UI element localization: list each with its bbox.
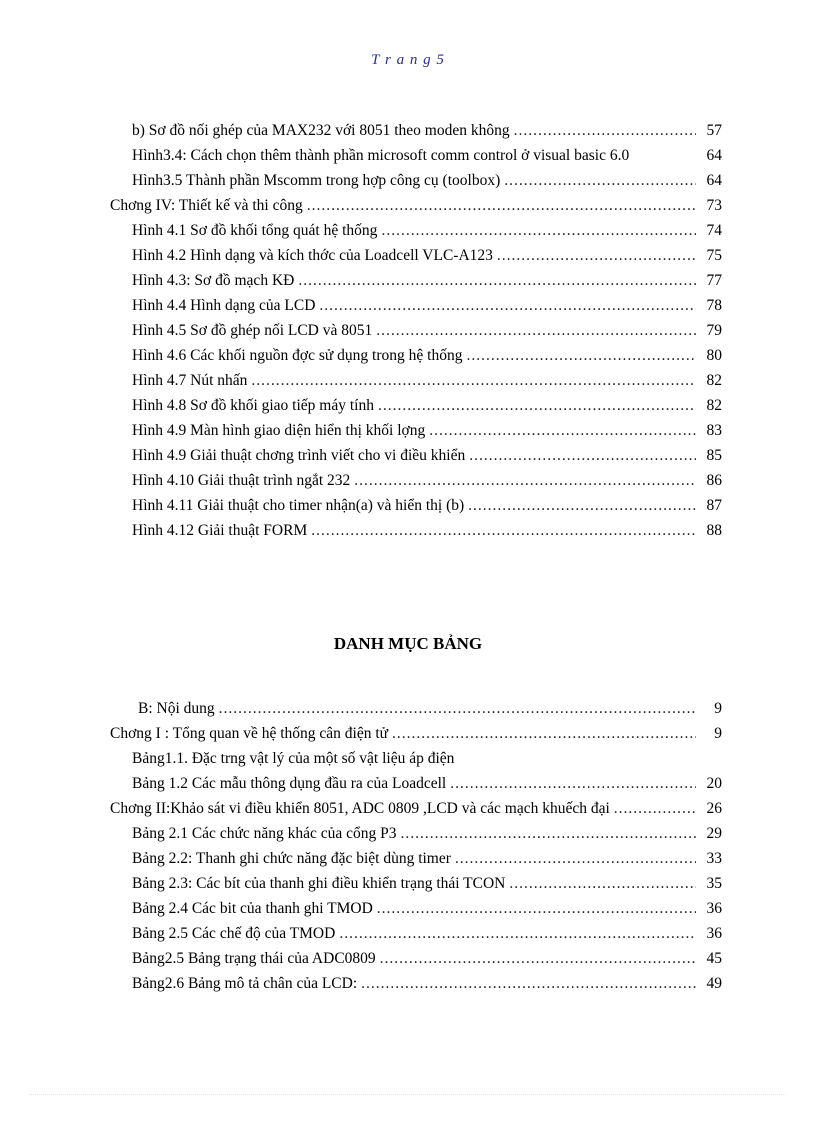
dot-leader	[381, 218, 696, 243]
dot-leader	[354, 468, 696, 493]
toc-entry-page-number: 77	[706, 272, 722, 289]
toc-entry-title: Bảng 2.1 Các chức năng khác của cổng P3	[132, 825, 397, 842]
table-list	[110, 696, 722, 996]
dot-leader	[509, 871, 696, 896]
toc-entry	[110, 293, 722, 318]
toc-entry-page-number: 88	[706, 522, 722, 539]
dot-leader	[251, 368, 696, 393]
dot-leader	[429, 418, 696, 443]
dot-leader	[455, 846, 696, 871]
toc-entry	[110, 218, 722, 243]
toc-entry-page-number: 29	[706, 825, 722, 842]
dot-leader	[378, 393, 696, 418]
dot-leader	[614, 796, 696, 821]
toc-entry	[110, 343, 722, 368]
toc-entry	[110, 443, 722, 468]
toc-entry	[110, 418, 722, 443]
toc-entry-title: Bảng 1.2 Các mẫu thông dụng đầu ra của Loadcell	[132, 775, 447, 792]
dot-leader	[219, 696, 696, 721]
toc-entry-page-number: 64	[706, 147, 722, 164]
tables-section-title: DANH MỤC BẢNG	[333, 634, 483, 653]
toc-entry	[110, 921, 722, 946]
toc-entry-page-number: 82	[706, 397, 722, 414]
toc-entry-title: Hình 4.6 Các khối nguồn đợc sử dụng trong hệ thống	[132, 347, 463, 364]
toc-entry-page-number: 35	[706, 875, 722, 892]
toc-entry	[110, 796, 722, 821]
toc-entry-title: Hình 4.7 Nút nhấn	[132, 372, 248, 389]
dot-leader	[468, 493, 696, 518]
dot-leader	[380, 946, 696, 971]
dot-leader	[361, 971, 696, 996]
toc-entry-title: Bảng1.1. Đặc trng vật lý của một số vật liệu áp điện	[132, 750, 455, 767]
dot-leader	[514, 118, 696, 143]
dot-leader	[339, 921, 696, 946]
dot-leader	[319, 293, 696, 318]
toc-entry-title: Bảng2.5 Bảng trạng thái của ADC0809	[132, 950, 376, 967]
toc-entry-page-number: 75	[706, 247, 722, 264]
toc-entry	[110, 896, 722, 921]
toc-entry-page-number: 9	[714, 725, 722, 742]
toc-entry-title: Hình 4.5 Sơ đồ ghép nối LCD và 8051	[132, 322, 373, 339]
toc-entry-page-number: 57	[706, 122, 722, 139]
toc-entry	[110, 468, 722, 493]
toc-entry-title: Hình3.5 Thành phần Mscomm trong hợp công cụ (toolbox)	[132, 172, 501, 189]
toc-entry-page-number: 74	[706, 222, 722, 239]
dot-leader	[298, 268, 696, 293]
dot-leader	[504, 168, 696, 193]
toc-entry	[110, 696, 722, 721]
toc-entry	[110, 118, 722, 143]
toc-entry-title: Bảng 2.4 Các bit của thanh ghi TMOD	[132, 900, 373, 917]
toc-entry	[110, 721, 722, 746]
toc-entry	[110, 393, 722, 418]
toc-entry	[110, 143, 722, 168]
toc-entry	[110, 846, 722, 871]
toc-entry-title: b) Sơ đồ nối ghép của MAX232 với 8051 theo moden không	[132, 122, 510, 139]
toc-entry-page-number: 83	[706, 422, 722, 439]
toc-entry	[110, 871, 722, 896]
toc-entry-title: Hình 4.10 Giải thuật trình ngắt 232	[132, 472, 351, 489]
toc-entry	[110, 243, 722, 268]
toc-entry	[110, 193, 722, 218]
toc-entry-page-number: 78	[706, 297, 722, 314]
toc-entry-page-number: 36	[706, 925, 722, 942]
toc-entry	[110, 368, 722, 393]
dot-leader	[497, 243, 696, 268]
page-number-header: T r a n g 5	[371, 52, 445, 68]
toc-entry	[110, 771, 722, 796]
toc-entry-title: Bảng 2.2: Thanh ghi chức năng đặc biệt dùng timer	[132, 850, 451, 867]
toc-entry-page-number: 45	[706, 950, 722, 967]
dot-leader	[401, 821, 697, 846]
toc-entry-page-number: 26	[706, 800, 722, 817]
toc-entry-title: Hình 4.3: Sơ đồ mạch KĐ	[132, 272, 295, 289]
toc-entry-title: Hình 4.2 Hình dạng và kích thớc của Loadcell VLC-A123	[132, 247, 493, 264]
toc-entry-title: Hình3.4: Cách chọn thêm thành phần microsoft comm control ở visual basic 6.0	[132, 147, 630, 164]
dot-leader	[311, 518, 696, 543]
toc-entry-title: Hình 4.1 Sơ đồ khối tổng quát hệ thống	[132, 222, 378, 239]
toc-entry	[110, 518, 722, 543]
toc-entry-page-number: 49	[706, 975, 722, 992]
toc-entry-title: B: Nội dung	[138, 700, 215, 717]
toc-entry-title: Hình 4.11 Giải thuật cho timer nhận(a) và hiển thị (b)	[132, 497, 465, 514]
toc-entry	[110, 168, 722, 193]
toc-entry-title: Hình 4.4 Hình dạng của LCD	[132, 297, 316, 314]
dot-leader	[469, 443, 696, 468]
toc-entry	[110, 746, 722, 771]
dot-leader	[392, 721, 696, 746]
toc-entry	[110, 971, 722, 996]
toc-entry-title: Bảng 2.3: Các bít của thanh ghi điều khiển trạng thái TCON	[132, 875, 506, 892]
toc-entry-page-number: 85	[706, 447, 722, 464]
page-bottom-divider	[30, 1094, 786, 1095]
toc-entry-title: Hình 4.12 Giải thuật FORM	[132, 522, 308, 539]
toc-entry	[110, 493, 722, 518]
toc-entry-page-number: 33	[706, 850, 722, 867]
toc-entry-page-number: 80	[706, 347, 722, 364]
toc-entry-page-number: 79	[706, 322, 722, 339]
toc-entry-page-number: 86	[706, 472, 722, 489]
toc-entry-title: Bảng 2.5 Các chế độ của TMOD	[132, 925, 336, 942]
toc-entry-title: Hình 4.8 Sơ đồ khối giao tiếp máy tính	[132, 397, 374, 414]
dot-leader	[377, 896, 696, 921]
toc-entry	[110, 946, 722, 971]
toc-entry-title: Chơng IV: Thiết kế và thi công	[110, 197, 303, 214]
toc-entry-title: Chơng I : Tổng quan về hệ thống cân điện tử	[110, 725, 389, 742]
dot-leader	[307, 193, 696, 218]
toc-entry-title: Bảng2.6 Bảng mô tả chân của LCD:	[132, 975, 358, 992]
toc-entry-title: Chơng II:Khảo sát vi điều khiển 8051, ADC 0809 ,LCD và các mạch khuếch đại	[110, 800, 610, 817]
toc-entry-page-number: 9	[714, 700, 722, 717]
toc-entry-page-number: 73	[706, 197, 722, 214]
toc-entry-page-number: 20	[706, 775, 722, 792]
toc-entry-page-number: 36	[706, 900, 722, 917]
figure-list	[110, 118, 722, 543]
toc-entry-page-number: 87	[706, 497, 722, 514]
toc-entry	[110, 318, 722, 343]
dot-leader	[450, 771, 696, 796]
dot-leader	[466, 343, 696, 368]
toc-entry-page-number: 64	[706, 172, 722, 189]
toc-entry	[110, 821, 722, 846]
toc-entry-page-number: 82	[706, 372, 722, 389]
toc-entry	[110, 268, 722, 293]
toc-entry-title: Hình 4.9 Màn hình giao diện hiển thị khối lợng	[132, 422, 426, 439]
dot-leader	[376, 318, 696, 343]
toc-entry-title: Hình 4.9 Giải thuật chơng trình viết cho vi điều khiển	[132, 447, 466, 464]
